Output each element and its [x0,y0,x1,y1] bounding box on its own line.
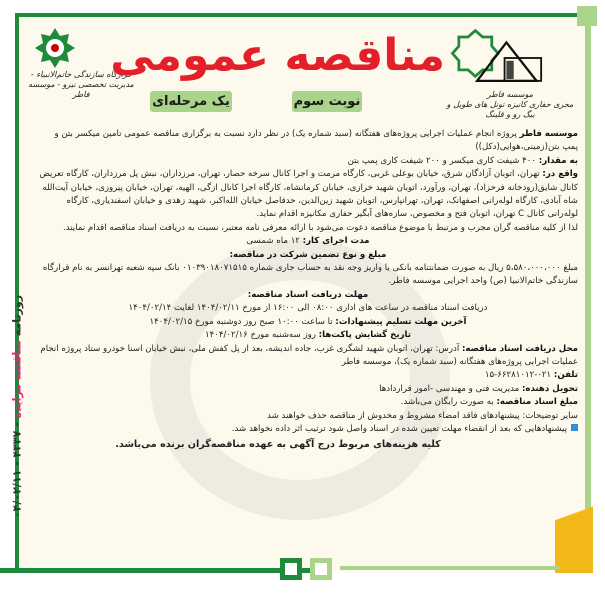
decor-square [280,558,302,580]
org-name-small: موسسه فاطر [486,90,534,99]
stage-badge: یک مرحله‌ای [150,91,232,112]
duration [38,235,578,248]
address-value: آدرس: تهران، اتوبان شهید لشگری غرب، جاده اندیشه، بعد از پل کفش ملی، نبش خیابان اسنا خودرو ستاد پروژه انجام عملیات اجرایی پروژه‌های هفتگانه (سبد شماره یک)، موسسه فاطر [40,343,578,367]
phone [38,369,578,382]
docs-deadline-label [38,289,578,302]
paper-name: روزنامه [10,294,24,337]
right-org-logo-text [440,90,580,120]
amount-value: ۴۰۰ شیفت کاری میکسر و ۲۰۰ شیفت کاری پمپ بتن [347,155,539,166]
decor-corner [555,475,593,573]
location [38,168,578,222]
opening-value: روز سه‌شنبه مورخ ۱۴۰۴/۰۲/۱۶ [205,330,319,341]
intro-bold: موسسه فاطر [519,129,578,139]
ad-body [38,128,578,452]
other-notes: سایر توضیحات: پیشنهادهای فاقد امضاء مشروط و مخدوش از مناقصه حذف خواهند شد [267,410,578,421]
guarantee-heading: مبلغ و نوع تضمین شرکت در مناقصه: [229,249,387,260]
submit-deadline [38,316,578,329]
phone-value: ۰۲۱-۶۶۲۸۱۰۱۲-۱۵ [484,370,554,381]
address [38,343,578,370]
location-label: واقع در: [542,169,578,180]
price-value: به صورت رایگان می‌باشد. [400,397,497,408]
submit-value: تا ساعت ۱۰:۰۰ صبح روز دوشنبه مورخ ۱۴۰۴/۰۲/۱۵ [149,316,336,327]
amount [38,155,578,168]
fater-logo-icon [445,26,555,90]
duration-value: ۱۲ ماه شمسی [246,236,303,247]
amount-label: به مقدار: [538,155,578,166]
late-text: پیشنهادهایی که بعد از انقضاء مهلت تعیین شده در اسناد واصل شود ترتیب اثر داده نخواهد شد. [231,423,567,434]
org-tagline: مجری حفاری کانیزه تونل های طویل و بیگ رو و قلینگ [446,100,574,119]
duration-label: مدت اجرای کار: [302,236,370,247]
phone-label: تلفن: [553,370,578,381]
address-label: محل دریافت اسناد مناقصه: [461,343,578,354]
decor-line [0,568,310,573]
decor-bar [585,22,591,552]
ad-title: مناقصه عمومی [110,30,445,81]
location-value: تهران، اتوبان آزادگان شرق، خیابان بوعلی غربی، کارگاه مرمت و اجرا کانال سرخه حصار، تهران، مرزداران، نبش پل مرزداران، کارگاه تعریض کانال شایق(رودخانه فرحزاد)، تهران، ورآورد، اتوبان شهید خرازی، خیابان کرمانشاه، کارگاه اجرا کانال ازگی، الهیه، تهران، خیابان پیروزی، خیابان آیت‌الله شاه آبادی، کارگاه لوله‌رانی اصفهانک، تهران، تهرانپارس، اتوبان شهید زین‌الدین، حدفاصل خیابان الله‌اکبر، شهید زهدی و خیابان اسفندیاری، کارگاه لوله‌رانی کانال C تهران، اتوبان فتح و مخصوص، سازه‌های آبگیر حفاری مکانیزه اقدام نماید. [39,169,578,220]
opening-date [38,329,578,342]
invite: لذا از کلیه مناقصه گران مجرب و مرتبط با موضوع مناقصه دعوت می‌شود با ارائه معرفی نامه معتبر، نسبت به دریافت اسناد مناقصه اقدام نمایند. [62,222,578,233]
brand-name: مناقصه مزایده [10,340,24,419]
late-note [38,423,578,436]
iran-emblem-icon [35,28,75,68]
newspaper-label: روزنامه مناقصه مزایده - ۴۳۳۷ - ۰۴/۰۲/۱۱ [10,294,24,519]
intro-text: پروژه انجام عملیات اجرایی پروژه‌های هفتگانه (سبد شماره یک) در نظر دارد نسبت به برگزاری مناقصه عمومی تامین میکسر بتن و پمپ بتن(زمینی،هوایی(دکل)) [54,129,578,153]
deliverer-value: مدیریت فنی و مهندسی -امور قراردادها [379,383,522,394]
decor-square [310,558,332,580]
guarantee-label [38,249,578,262]
guarantee-text: مبلغ ۵،۵۸۰،۰۰۰،۰۰۰ ریال به صورت ضمانتنامه بانکی یا واریز وجه نقد به حساب جاری شماره ۰۱۰۳۹۰۱۸۰۷۱۵۱۵ بانک سپه شعبه تهرانسر به نام قرارگاه سازندگی خاتم‌الانبیا (ص) واحد اجرایی موسسه فاطر. [42,263,578,287]
doc-price [38,396,578,409]
final-note: کلیه هزینه‌های مربوط درج آگهی به عهده مناقصه‌گران برنده می‌باشد. [115,439,441,451]
opening-label: تاریخ گشایش پاکت‌ها: [318,330,411,341]
bullet-icon [571,424,578,431]
decor-line [340,566,560,570]
docs-deadline-text: دریافت اسناد مناقصه در ساعت های اداری ۰۸:۰۰ الی ۱۶:۰۰ از مورخ ۱۴۰۴/۰۲/۱۱ لغایت ۱۴۰۴/۰۲/۱۴ [128,303,488,314]
submit-label: آخرین مهلت تسلیم پیشنهادات: [335,316,467,327]
deliverer-label: تحویل دهنده: [521,383,578,394]
deliverer [38,383,578,396]
price-label: مبلغ اسناد مناقصه: [496,397,578,408]
issue-date: ۴۳۳۷ - ۰۴/۰۲/۱۱ [10,430,24,519]
round-badge: نوبت سوم [292,91,362,112]
intro [38,128,578,155]
docs-deadline-heading: مهلت دریافت اسناد مناقصه: [247,289,369,300]
left-org-logo-text: قرارگاه سازندگی خاتم‌الانبیاء - مدیریت تخصصی نیرو - موسسه فاطر [28,70,134,99]
